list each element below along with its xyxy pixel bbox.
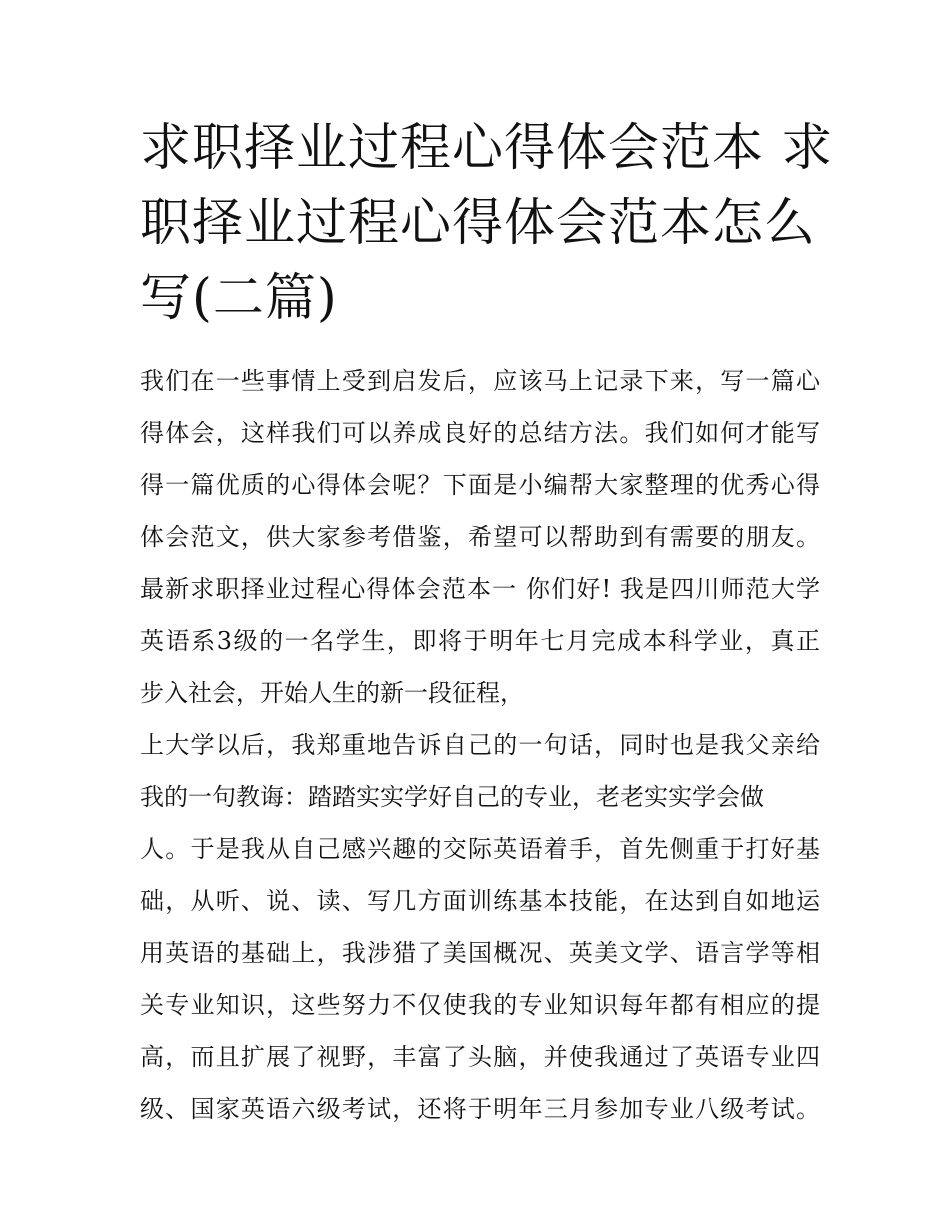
body-line-13: 关专业知识，这些努力不仅使我的专业知识每年都有相应的提 — [140, 991, 820, 1019]
body-line-14: 高，而且扩展了视野，丰富了头脑，并使我通过了英语专业四 — [140, 1043, 820, 1071]
body-line-10: 人。于是我从自己感兴趣的交际英语着手，首先侧重于打好基 — [140, 835, 820, 863]
title-line-1: 求职择业过程心得体会范本 求 — [140, 119, 834, 178]
body-line-2: 得体会，这样我们可以养成良好的总结方法。我们如何才能写 — [140, 419, 820, 447]
title-line-2: 职择业过程心得体会范本怎么 — [140, 194, 817, 253]
title-line-3: 写(二篇) — [140, 269, 338, 328]
body-line-4: 体会范文，供大家参考借鉴，希望可以帮助到有需要的朋友。 — [140, 523, 820, 551]
body-line-15: 级、国家英语六级考试，还将于明年三月参加专业八级考试。 — [140, 1095, 820, 1123]
body-line-6: 英语系3级的一名学生，即将于明年七月完成本科学业，真正 — [140, 627, 820, 655]
body-line-9: 我的一句教诲：踏踏实实学好自己的专业，老老实实学会做 — [140, 783, 764, 811]
body-line-5: 最新求职择业过程心得体会范本一 你们好! 我是四川师范大学 — [140, 575, 820, 603]
body-line-12: 用英语的基础上，我涉猎了美国概况、英美文学、语言学等相 — [140, 939, 820, 967]
body-line-3: 得一篇优质的心得体会呢？下面是小编帮大家整理的优秀心得 — [140, 471, 820, 499]
body-line-11: 础，从听、说、读、写几方面训练基本技能，在达到自如地运 — [140, 887, 820, 915]
body-line-7: 步入社会，开始人生的新一段征程， — [140, 679, 524, 707]
body-line-1: 我们在一些事情上受到启发后，应该马上记录下来，写一篇心 — [140, 367, 820, 395]
body-line-8: 上大学以后，我郑重地告诉自己的一句话，同时也是我父亲给 — [140, 731, 820, 759]
